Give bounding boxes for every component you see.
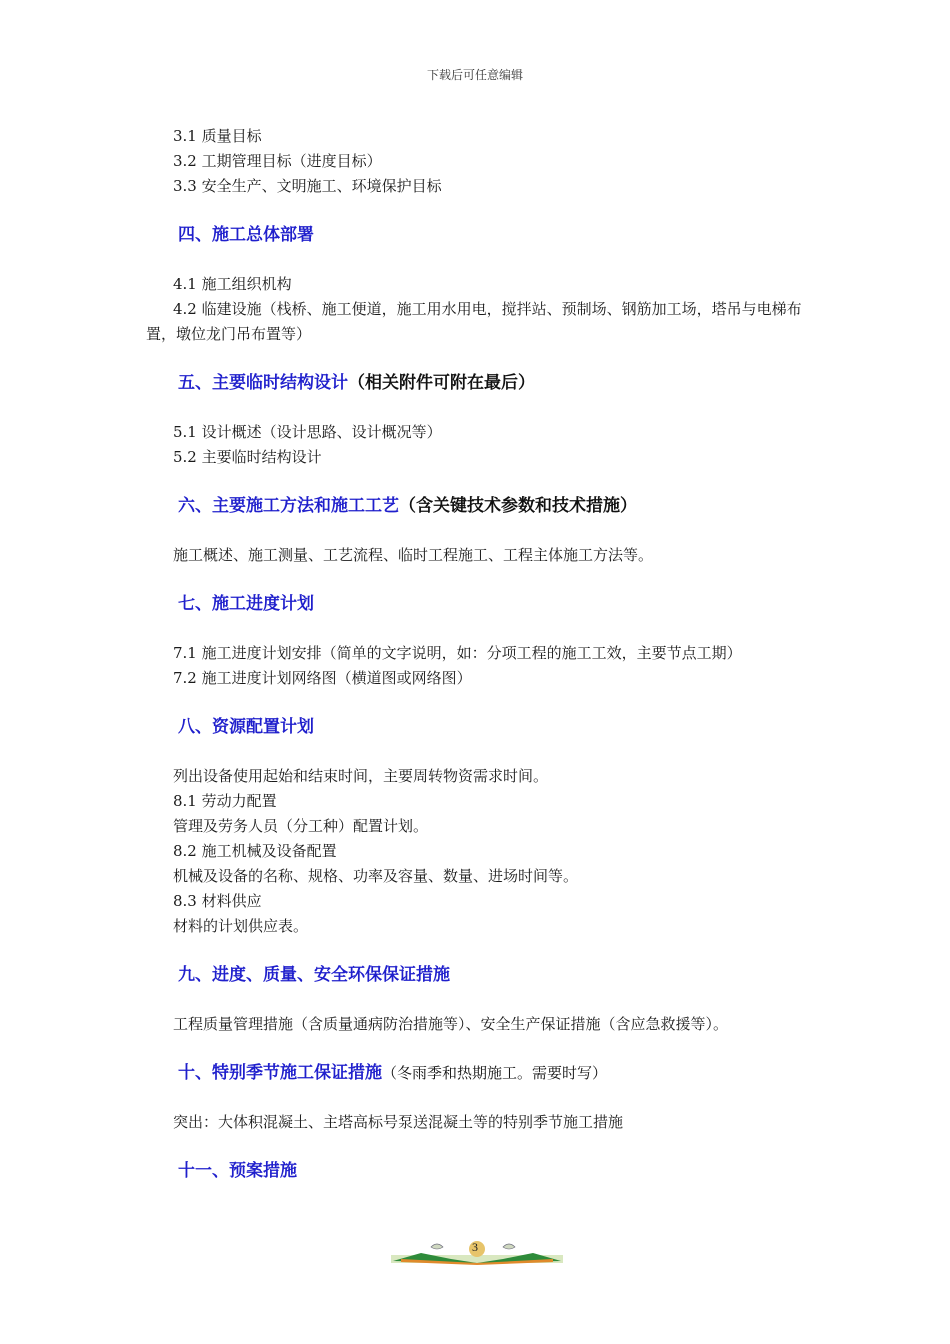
- sec3-item-3: 3.3 安全生产、文明施工、环境保护目标: [173, 177, 442, 195]
- sec9-heading: 九、进度、质量、安全环保保证措施: [178, 965, 450, 985]
- sec3-item-2: 3.2 工期管理目标（进度目标）: [173, 152, 382, 170]
- sec8-line-6: 8.3 材料供应: [173, 892, 262, 910]
- sec6-heading-main: 六、主要施工方法和施工工艺: [178, 496, 399, 516]
- sec11-heading: 十一、预案措施: [178, 1161, 297, 1181]
- sec7-item-1: 7.1 施工进度计划安排（简单的文字说明，如：分项工程的施工工效，主要节点工期）: [173, 644, 742, 662]
- sec8-heading: 八、资源配置计划: [178, 717, 314, 737]
- document-body: [146, 124, 806, 1208]
- sec8-line-1: 列出设备使用起始和结束时间，主要周转物资需求时间。: [173, 767, 549, 785]
- sec7-item-2: 7.2 施工进度计划网络图（横道图或网络图）: [173, 669, 472, 687]
- sec8-line-4: 8.2 施工机械及设备配置: [173, 842, 337, 860]
- sec10-heading-main: 十、特别季节施工保证措施: [178, 1063, 382, 1083]
- sec6-heading: [178, 494, 806, 519]
- sec10-text: 突出：大体积混凝土、主塔高标号泵送混凝土等的特别季节施工措施: [173, 1113, 624, 1131]
- sec4-heading: 四、施工总体部署: [178, 225, 314, 245]
- sec10-heading-note: （冬雨季和热期施工。需要时写）: [382, 1064, 608, 1082]
- sec8-line-5: 机械及设备的名称、规格、功率及容量、数量、进场时间等。: [173, 867, 579, 885]
- sec5-heading: [178, 371, 806, 396]
- sec8-line-2: 8.1 劳动力配置: [173, 792, 277, 810]
- sec4-item-1: 4.1 施工组织机构: [173, 275, 292, 293]
- sec3-item-1: 3.1 质量目标: [173, 127, 262, 145]
- sec5-heading-main: 五、主要临时结构设计: [178, 373, 348, 393]
- sec8-line-3: 管理及劳务人员（分工种）配置计划。: [173, 817, 429, 835]
- sec4-item-2: 4.2 临建设施（栈桥、施工便道，施工用水用电，搅拌站、预制场、钢筋加工场，塔吊与电梯布置，墩位龙门吊布置等）: [146, 300, 802, 343]
- sec10-heading: [178, 1061, 806, 1086]
- sec6-heading-note: （含关键技术参数和技术措施）: [399, 496, 637, 516]
- sec7-heading: 七、施工进度计划: [178, 594, 314, 614]
- sec8-line-7: 材料的计划供应表。: [173, 917, 309, 935]
- sec5-heading-note: （相关附件可附在最后）: [348, 373, 535, 393]
- header-note: 下载后可任意编辑: [426, 68, 523, 82]
- page-number: 3: [472, 1240, 478, 1254]
- sec5-item-1: 5.1 设计概述（设计思路、设计概况等）: [173, 423, 442, 441]
- sec9-text: 工程质量管理措施（含质量通病防治措施等）、安全生产保证措施（含应急救援等）。: [173, 1015, 729, 1033]
- sec6-text: 施工概述、施工测量、工艺流程、临时工程施工、工程主体施工方法等。: [173, 546, 654, 564]
- sec5-item-2: 5.2 主要临时结构设计: [173, 448, 322, 466]
